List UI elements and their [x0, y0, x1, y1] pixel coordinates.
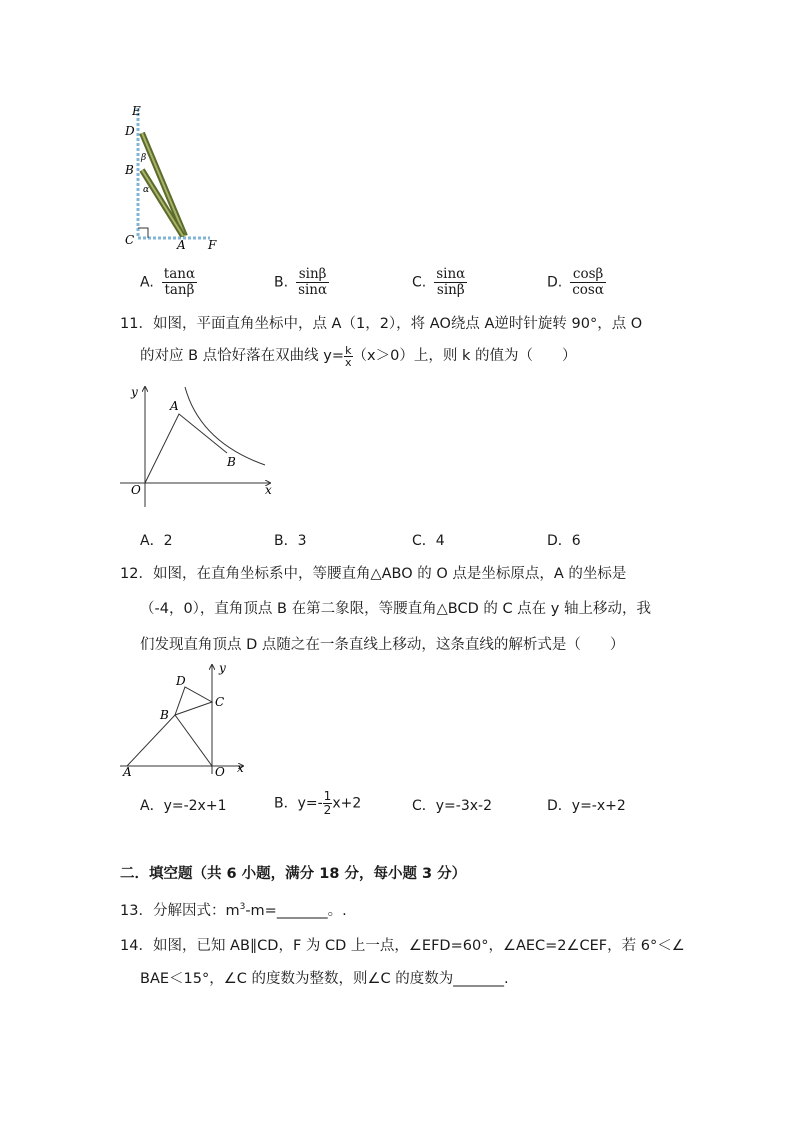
q12-label-y: y	[219, 661, 226, 675]
q11-figure	[115, 382, 280, 512]
q10-option-a: A. $\frac{\tan\alpha}{\tan\beta}$	[140, 266, 196, 298]
q10-figure	[115, 100, 225, 252]
q10-option-b: B. $\frac{\sin\beta}{\sin\alpha}$	[274, 266, 328, 298]
q14-line-1: 14．如图，已知 AB∥CD，F 为 CD 上一点，∠EFD=60°，∠AEC=2∠CEF，若 6°＜∠	[120, 938, 685, 954]
q12-label-d: D	[176, 674, 186, 688]
q14-line-2: BAE＜15°，∠C 的度数为整数，则∠C 的度数为_______.	[140, 971, 509, 987]
q10-label-e: E	[132, 104, 141, 118]
q12-line-1: 12．如图，在直角坐标系中，等腰直角△ABO 的 O 点是坐标原点，A 的坐标是	[120, 566, 627, 582]
q10-label-c: C	[125, 233, 135, 247]
q12-option-c: C．y=-3x-2	[412, 798, 492, 814]
q11-label-y: y	[131, 385, 138, 399]
q12-label-c: C	[215, 695, 225, 709]
q11-option-a: A．2	[140, 533, 173, 549]
q11-label-b: B	[227, 455, 236, 469]
q11-option-d: D．6	[547, 533, 581, 549]
q12-label-x: x	[237, 761, 244, 775]
q12-label-o: O	[215, 765, 225, 778]
q10-option-d: D. $\frac{\cos\beta}{\cos\alpha}$	[547, 266, 604, 298]
q12-label-a: A	[123, 765, 132, 778]
q10-label-alpha: α	[143, 185, 150, 195]
q10-label-beta: β	[141, 153, 147, 163]
q12-option-a: A．y=-2x+1	[140, 798, 227, 814]
q12-figure	[115, 660, 250, 778]
q10-label-d: D	[125, 124, 135, 138]
q10-label-b: B	[125, 163, 134, 177]
q13-line: 13．分解因式：$m^3-m=\_\_\_\_\_\_\_$。.	[120, 902, 347, 919]
q12-line-2: （-4，0），直角顶点 B 在第二象限，等腰直角△BCD 的 C 点在 y 轴上移动，我	[140, 601, 651, 617]
q11-option-c: C．4	[412, 533, 445, 549]
q11-option-b: B．3	[274, 533, 307, 549]
q11-line-1: 11．如图，平面直角坐标中，点 A（1，2），将 AO绕点 A逆时针旋转 90°，点 O	[120, 316, 643, 332]
q12-option-b: B．y=- $\frac{1}{2}$ x+2	[274, 789, 362, 817]
q11-label-a: A	[170, 399, 179, 413]
q10-label-a: A	[177, 238, 186, 252]
q11-label-o: O	[131, 483, 141, 497]
section-2-heading: 二．填空题（共 6 小题，满分 18 分，每小题 3 分）	[120, 866, 467, 882]
q12-option-d: D．y=-x+2	[547, 798, 626, 814]
q11-fraction: $\frac{k}{x}$	[345, 343, 352, 369]
q11-label-x: x	[265, 483, 272, 497]
q11-line-2: 的对应 B 点恰好落在双曲线 y= $\frac{k}{x}$ （x＞0）上，则 k 的值为（ ）	[140, 343, 577, 369]
q12-line-3: 们发现直角顶点 D 点随之在一条直线上移动，这条直线的解析式是（ ）	[140, 637, 625, 653]
q10-label-f: F	[208, 238, 217, 252]
q10-option-c: C. $\frac{\sin\alpha}{\sin\beta}$	[412, 266, 466, 298]
q12-label-b: B	[160, 708, 169, 722]
